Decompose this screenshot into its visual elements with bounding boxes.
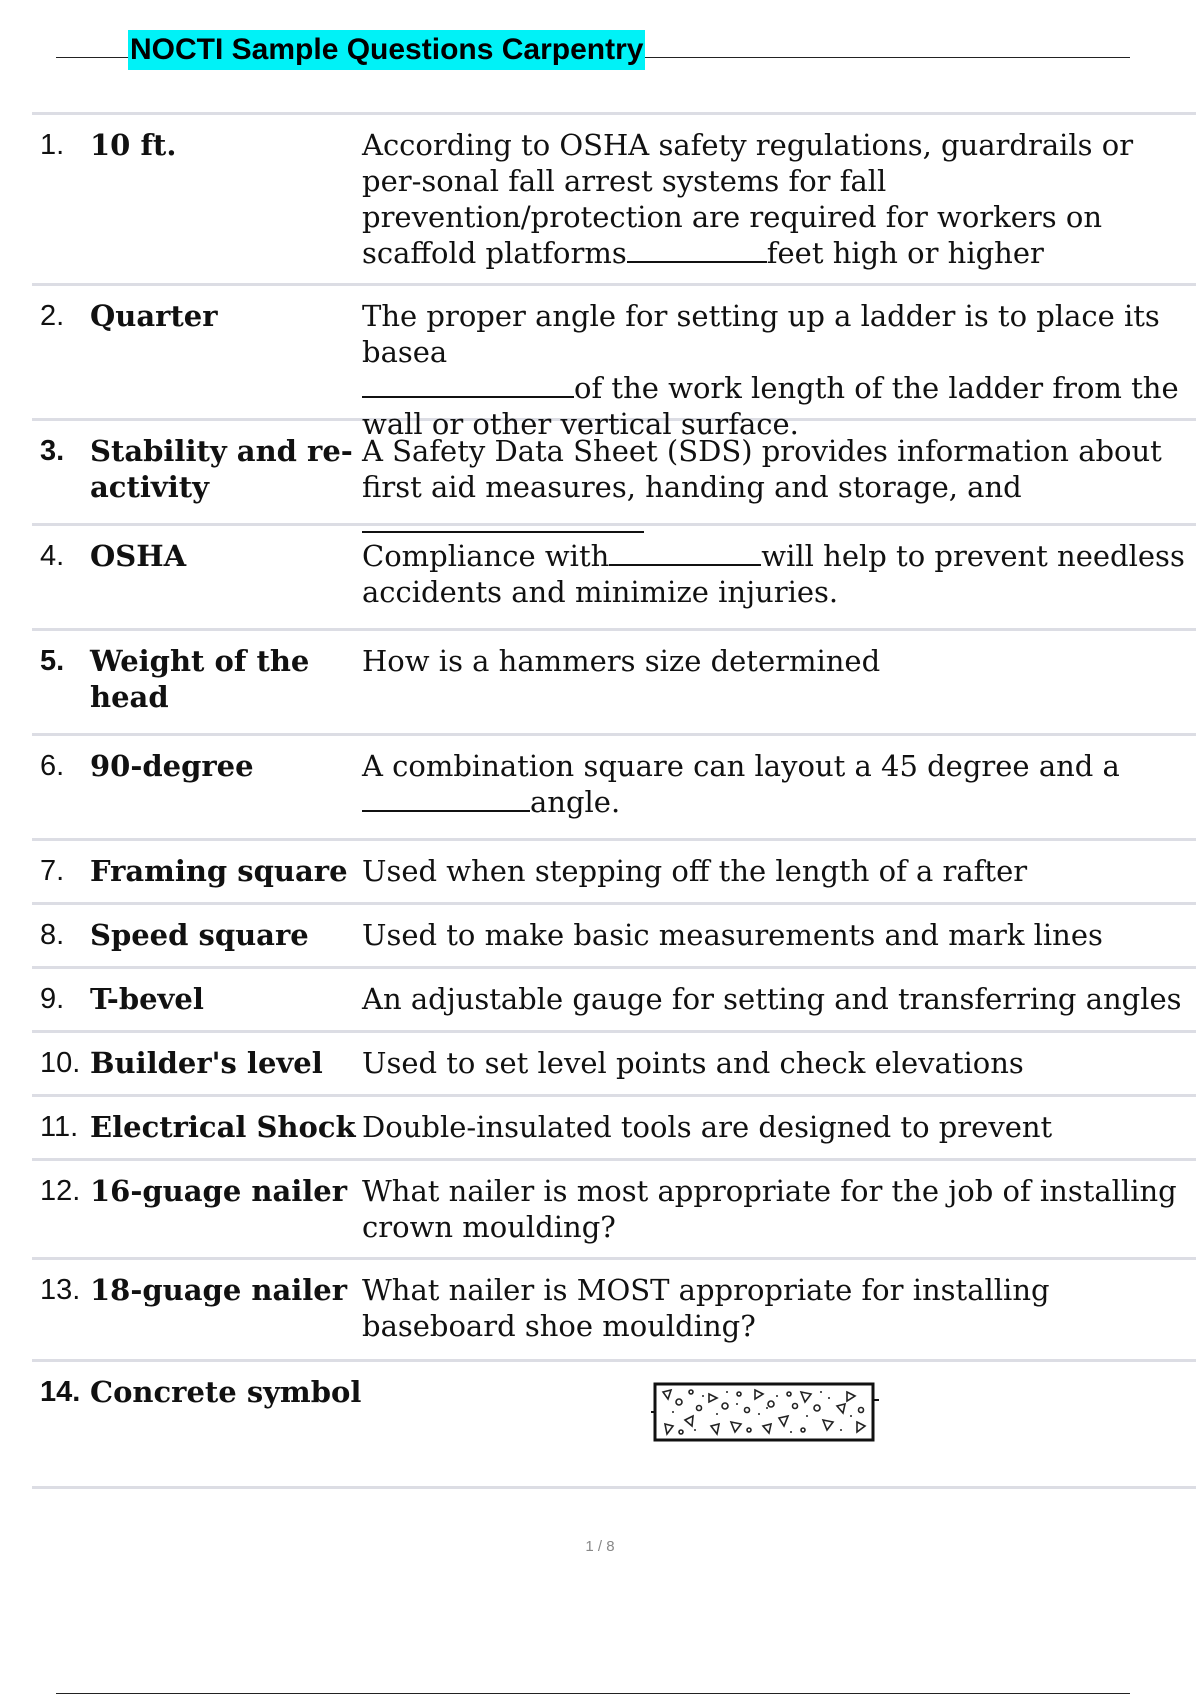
table-row: [32, 969, 1196, 1033]
row-question: [362, 115, 1196, 283]
question-text-cont: angle.: [530, 785, 621, 819]
row-number: 7.: [40, 855, 65, 887]
row-question: What nailer is MOST appropriate for installing baseboard shoe moulding?: [362, 1273, 1050, 1343]
table-row: [32, 736, 1196, 841]
row-answer: Weight of the head: [90, 644, 310, 714]
row-number: 10.: [40, 1047, 81, 1079]
table-row: [32, 631, 1196, 736]
row-question: An adjustable gauge for setting and transferring angles: [362, 982, 1182, 1016]
row-number: 6.: [40, 750, 65, 782]
question-text: The proper angle for setting up a ladder is to place its basea: [362, 299, 1160, 369]
table-row: [32, 1362, 1196, 1489]
row-answer: OSHA: [90, 539, 187, 573]
footer-rule: [56, 1693, 1130, 1694]
row-number: 12.: [40, 1175, 81, 1207]
table-row: [32, 905, 1196, 969]
row-number: 11.: [40, 1111, 79, 1143]
row-answer: 18-guage nailer: [90, 1273, 348, 1307]
table-row: [32, 1033, 1196, 1097]
row-answer: Framing square: [90, 854, 348, 888]
row-question: How is a hammers size determined: [362, 644, 881, 678]
row-answer: Builder's level: [90, 1046, 323, 1080]
table-row: [32, 526, 1196, 631]
question-text-cont: will help to prevent needless accidents and minimize injuries.: [362, 539, 1185, 609]
row-number: 14.: [40, 1376, 81, 1408]
row-question: Used to make basic measurements and mark lines: [362, 918, 1103, 952]
row-answer: Quarter: [90, 299, 218, 333]
row-question: [362, 421, 1196, 523]
table-row: [32, 115, 1196, 286]
row-question: Used to set level points and check elevations: [362, 1046, 1024, 1080]
table-row: [32, 1097, 1196, 1161]
row-question: [362, 526, 1196, 628]
question-table: [32, 112, 1196, 1489]
row-answer: T-bevel: [90, 982, 204, 1016]
question-text: According to OSHA safety regulations, guardrails or per-sonal fall arrest systems for fall prevention/protection are required for workers on scaffold platforms: [362, 128, 1134, 270]
question-text-cont: feet high or higher: [766, 236, 1044, 270]
concrete-symbol-icon: [651, 1380, 881, 1444]
answer-blank: [362, 809, 530, 812]
row-question: What nailer is most appropriate for the job of installing crown moulding?: [362, 1174, 1177, 1244]
row-question: [362, 286, 1196, 441]
row-number: 1.: [40, 129, 65, 161]
table-row: [32, 1260, 1196, 1362]
row-number: 9.: [40, 983, 65, 1015]
question-text: A Safety Data Sheet (SDS) provides information about first aid measures, handing and storage, and: [362, 434, 1162, 504]
table-row: [32, 1161, 1196, 1260]
table-row: [32, 841, 1196, 905]
row-answer: 16-guage nailer: [90, 1174, 348, 1208]
page-title: NOCTI Sample Questions Carpentry: [128, 30, 645, 70]
question-text: Compliance with: [362, 539, 610, 573]
question-text: A combination square can layout a 45 degree and a: [362, 749, 1120, 783]
row-answer: Stability and re-activity: [90, 434, 353, 504]
answer-blank: [362, 395, 574, 398]
table-row: [32, 421, 1196, 526]
row-number: 2.: [40, 300, 65, 332]
row-number: 5.: [40, 645, 65, 677]
row-question: Double-insulated tools are designed to prevent: [362, 1110, 1053, 1144]
page-number: 1 / 8: [585, 1538, 615, 1555]
row-question: [362, 1362, 1196, 1486]
table-row: [32, 286, 1196, 441]
page-header: [56, 30, 1130, 74]
answer-blank: [627, 260, 767, 263]
row-answer: Concrete symbol: [90, 1375, 362, 1409]
row-answer: 90-degree: [90, 749, 254, 783]
row-question: [362, 736, 1196, 838]
row-answer: Electrical Shock: [90, 1110, 356, 1144]
row-answer: Speed square: [90, 918, 309, 952]
row-question: Used when stepping off the length of a rafter: [362, 854, 1028, 888]
row-number: 4.: [40, 540, 65, 572]
row-number: 13.: [40, 1274, 81, 1306]
row-number: 3.: [40, 435, 65, 467]
question-text-cont: of the work length of the ladder from the wall or other vertical surface.: [362, 371, 1179, 441]
answer-blank: [609, 563, 761, 566]
row-number: 8.: [40, 919, 65, 951]
row-answer: 10 ft.: [90, 128, 177, 162]
